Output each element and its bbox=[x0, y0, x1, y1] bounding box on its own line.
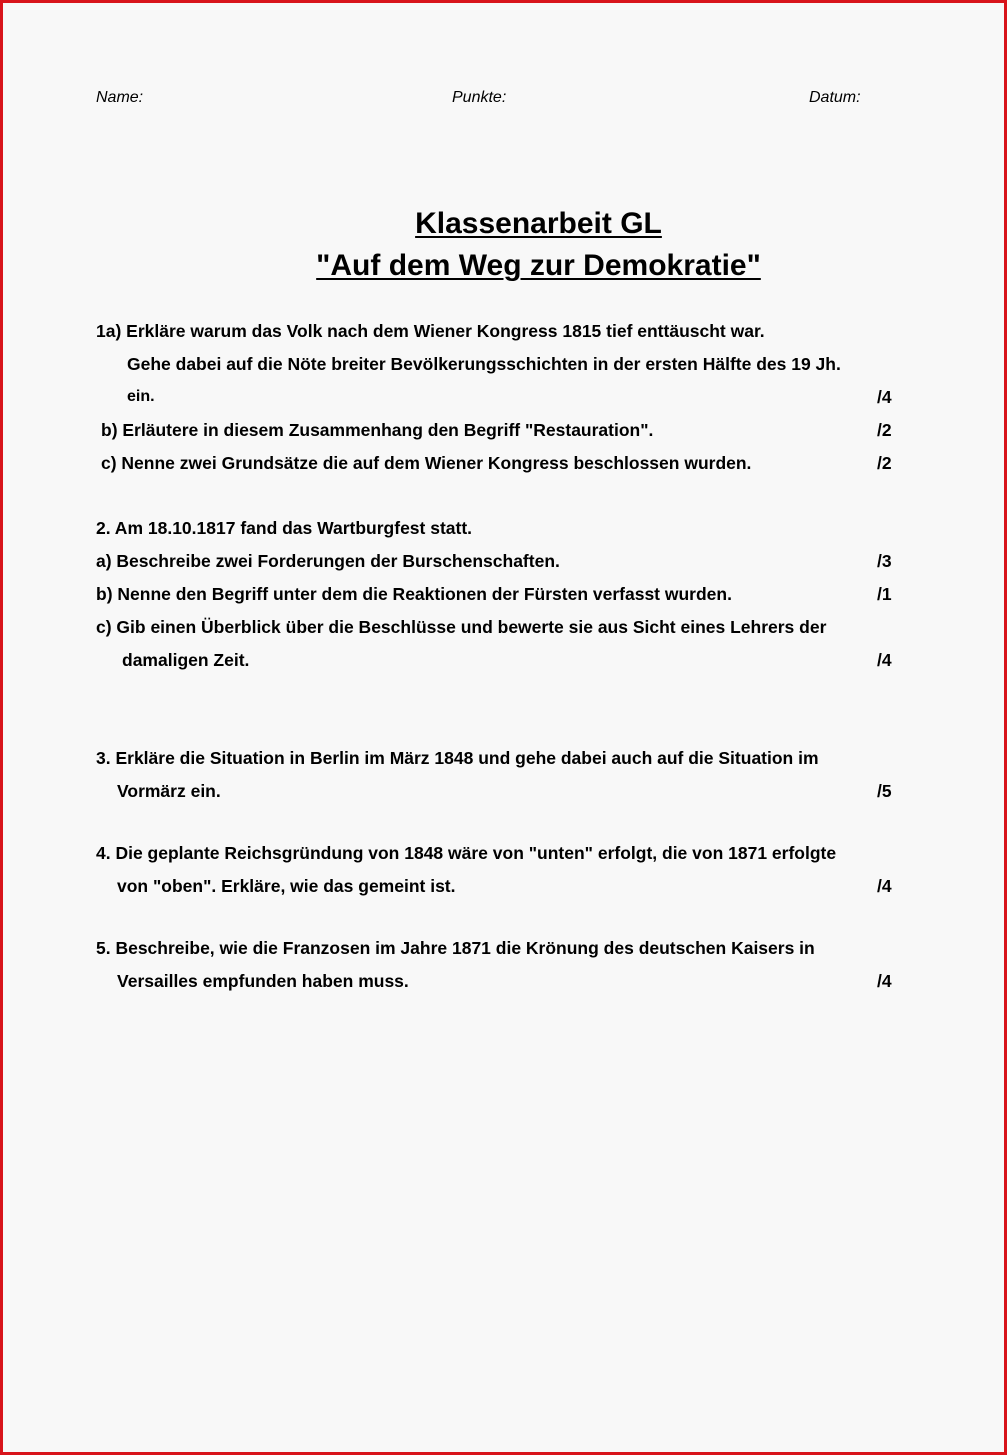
task-4-line-2: von "oben". Erkläre, wie das gemeint ist. bbox=[117, 876, 456, 896]
exam-title: Klassenarbeit GL bbox=[415, 207, 662, 240]
name-label: Name: bbox=[96, 89, 144, 106]
task-1c-text: c) Nenne zwei Grundsätze die auf dem Wiener Kongress beschlossen wurden. bbox=[101, 453, 752, 473]
exam-subtitle: "Auf dem Weg zur Demokratie" bbox=[316, 249, 761, 282]
task-4-line-1: 4. Die geplante Reichsgründung von 1848 wäre von "unten" erfolgt, die von 1871 erfolgte bbox=[96, 843, 837, 863]
task-3-points: /5 bbox=[877, 781, 892, 801]
task-1a-line-3: ein. bbox=[127, 388, 155, 405]
task-2b-text: b) Nenne den Begriff unter dem die Reaktionen der Fürsten verfasst wurden. bbox=[96, 584, 732, 604]
task-5-line-2: Versailles empfunden haben muss. bbox=[117, 971, 409, 991]
task-1a-line-2: Gehe dabei auf die Nöte breiter Bevölkerungsschichten in der ersten Hälfte des 19 Jh. bbox=[127, 354, 841, 374]
task-1b-text: b) Erläutere in diesem Zusammenhang den Begriff "Restauration". bbox=[101, 420, 654, 440]
task-5-line-1: 5. Beschreibe, wie die Franzosen im Jahre 1871 die Krönung des deutschen Kaisers in bbox=[96, 938, 815, 958]
task-2b-points: /1 bbox=[877, 584, 892, 604]
task-1b-points: /2 bbox=[877, 420, 892, 440]
task-2c-points: /4 bbox=[877, 650, 892, 670]
task-2-intro: 2. Am 18.10.1817 fand das Wartburgfest statt. bbox=[96, 518, 473, 538]
task-2a-points: /3 bbox=[877, 551, 892, 571]
task-1a-points: /4 bbox=[877, 387, 892, 407]
task-2a-text: a) Beschreibe zwei Forderungen der Burschenschaften. bbox=[96, 551, 560, 571]
task-3-line-2: Vormärz ein. bbox=[117, 781, 221, 801]
task-3-line-1: 3. Erkläre die Situation in Berlin im März 1848 und gehe dabei auch auf die Situation im bbox=[96, 748, 819, 768]
task-4-points: /4 bbox=[877, 876, 892, 896]
date-label: Datum: bbox=[809, 89, 861, 106]
task-1c-points: /2 bbox=[877, 453, 892, 473]
points-label: Punkte: bbox=[452, 89, 507, 106]
task-5-points: /4 bbox=[877, 971, 892, 991]
task-1a-line-1: 1a) Erkläre warum das Volk nach dem Wiener Kongress 1815 tief enttäuscht war. bbox=[96, 321, 765, 341]
task-2c-line-2: damaligen Zeit. bbox=[122, 650, 250, 670]
task-2c-line-1: c) Gib einen Überblick über die Beschlüsse und bewerte sie aus Sicht eines Lehrers der bbox=[96, 617, 827, 637]
